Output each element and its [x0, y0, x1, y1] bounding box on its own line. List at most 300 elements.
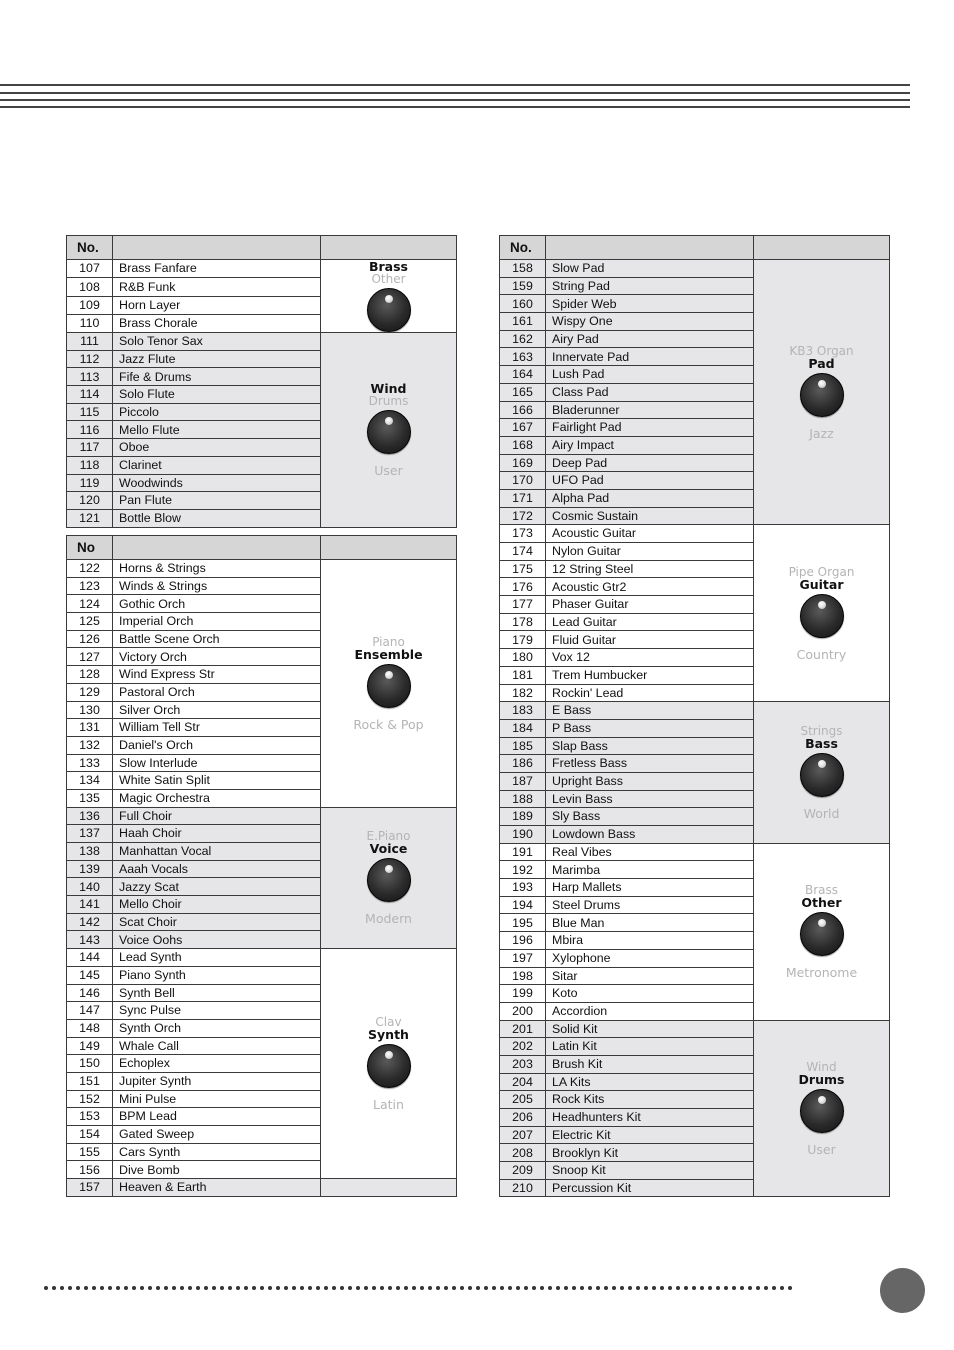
- tone-number: 199: [500, 985, 546, 1003]
- tone-name: Rockin' Lead: [546, 684, 754, 702]
- footer-dot: [444, 1286, 448, 1290]
- footer-dot: [300, 1286, 304, 1290]
- tone-name: Airy Pad: [546, 330, 754, 348]
- tone-number: 143: [67, 931, 113, 949]
- tone-name: Brooklyn Kit: [546, 1144, 754, 1162]
- category-label-main: Voice: [369, 841, 408, 857]
- selector-knob-icon: [367, 664, 411, 708]
- category-cell: [754, 260, 890, 525]
- tone-name: Haah Choir: [113, 825, 321, 843]
- footer-dot: [356, 1286, 360, 1290]
- tone-number: 125: [67, 613, 113, 631]
- category-label-bottom: World: [803, 805, 840, 821]
- footer-dot: [564, 1286, 568, 1290]
- tone-number: 122: [67, 560, 113, 578]
- tone-table-2: [66, 535, 457, 1197]
- selector-knob-icon: [367, 288, 411, 332]
- tone-name: Sly Bass: [546, 808, 754, 826]
- tone-name: Dive Bomb: [113, 1161, 321, 1179]
- footer-dot: [740, 1286, 744, 1290]
- footer-dot: [420, 1286, 424, 1290]
- category-label-top: E.Piano: [366, 829, 411, 844]
- footer-dot: [316, 1286, 320, 1290]
- tone-number: 133: [67, 754, 113, 772]
- header-name: [113, 236, 321, 260]
- footer-dot: [588, 1286, 592, 1290]
- tone-number: 128: [67, 666, 113, 684]
- footer-dot: [532, 1286, 536, 1290]
- tone-number: 205: [500, 1091, 546, 1109]
- tone-number: 201: [500, 1020, 546, 1038]
- tone-number: 173: [500, 525, 546, 543]
- tone-number: 107: [67, 260, 113, 278]
- tone-name: Daniel's Orch: [113, 736, 321, 754]
- category-knob-label: [754, 345, 889, 440]
- category-label-main: Ensemble: [354, 646, 423, 662]
- category-label-top: KB3 Organ: [789, 343, 854, 358]
- tone-name: Snoop Kit: [546, 1162, 754, 1180]
- tone-name: Koto: [546, 985, 754, 1003]
- tone-name: Horns & Strings: [113, 560, 321, 578]
- footer-dot: [372, 1286, 376, 1290]
- table-header-row: [67, 536, 457, 560]
- category-cell: [321, 949, 457, 1179]
- tone-name: Acoustic Gtr2: [546, 578, 754, 596]
- category-label-bottom: User: [374, 463, 403, 479]
- tone-name: Whale Call: [113, 1037, 321, 1055]
- tone-number: 115: [67, 403, 113, 421]
- tone-number: 164: [500, 366, 546, 384]
- tone-number: 119: [67, 474, 113, 492]
- footer-dot: [132, 1286, 136, 1290]
- tone-number: 146: [67, 984, 113, 1002]
- tone-name: Bottle Blow: [113, 509, 321, 527]
- table-row: [67, 260, 457, 278]
- tone-name: Mello Flute: [113, 421, 321, 439]
- tone-number: 190: [500, 826, 546, 844]
- tone-name: Bladerunner: [546, 401, 754, 419]
- footer-dot: [572, 1286, 576, 1290]
- tone-name: Acoustic Guitar: [546, 525, 754, 543]
- tone-name: Slow Interlude: [113, 754, 321, 772]
- footer-dot: [220, 1286, 224, 1290]
- tone-name: Accordion: [546, 1002, 754, 1020]
- category-cell: [754, 1020, 890, 1197]
- tone-name: Real Vibes: [546, 843, 754, 861]
- footer-dot: [580, 1286, 584, 1290]
- footer-dot: [60, 1286, 64, 1290]
- tone-name: Magic Orchestra: [113, 789, 321, 807]
- tone-number: 131: [67, 719, 113, 737]
- category-cell: [754, 843, 890, 1020]
- footer-dot: [676, 1286, 680, 1290]
- footer-dot: [348, 1286, 352, 1290]
- tone-number: 110: [67, 314, 113, 332]
- tone-number: 139: [67, 860, 113, 878]
- tone-number: 209: [500, 1162, 546, 1180]
- tone-number: 150: [67, 1055, 113, 1073]
- footer-dot: [204, 1286, 208, 1290]
- tone-number: 159: [500, 277, 546, 295]
- tone-number: 189: [500, 808, 546, 826]
- tone-number: 109: [67, 296, 113, 314]
- footer-dot: [508, 1286, 512, 1290]
- footer-dot: [644, 1286, 648, 1290]
- selector-knob-icon: [800, 912, 844, 956]
- tone-name: Electric Kit: [546, 1126, 754, 1144]
- header-group: [754, 236, 890, 260]
- tone-name: Slap Bass: [546, 737, 754, 755]
- page-number-circle: [880, 1268, 925, 1313]
- tone-number: 117: [67, 439, 113, 457]
- footer-dot: [500, 1286, 504, 1290]
- tone-name: Manhattan Vocal: [113, 843, 321, 861]
- category-label-top: Piano: [372, 634, 405, 649]
- tone-number: 120: [67, 492, 113, 510]
- header-no: No.: [67, 236, 113, 260]
- tone-number: 144: [67, 949, 113, 967]
- category-cell: [754, 525, 890, 702]
- tone-name: Cosmic Sustain: [546, 507, 754, 525]
- tone-number: 188: [500, 790, 546, 808]
- footer-dot: [388, 1286, 392, 1290]
- selector-knob-icon: [800, 373, 844, 417]
- footer-dot: [660, 1286, 664, 1290]
- tone-name: Innervate Pad: [546, 348, 754, 366]
- footer-dot: [212, 1286, 216, 1290]
- footer-dot: [460, 1286, 464, 1290]
- footer-dot: [172, 1286, 176, 1290]
- footer-dot: [452, 1286, 456, 1290]
- tone-name: Rock Kits: [546, 1091, 754, 1109]
- footer-dot: [436, 1286, 440, 1290]
- footer-dot: [596, 1286, 600, 1290]
- tone-name: Silver Orch: [113, 701, 321, 719]
- tone-name: Cars Synth: [113, 1143, 321, 1161]
- tone-name: Voice Oohs: [113, 931, 321, 949]
- category-knob-label: [754, 1061, 889, 1156]
- tone-number: 182: [500, 684, 546, 702]
- tone-number: 163: [500, 348, 546, 366]
- footer-dot: [380, 1286, 384, 1290]
- category-knob-label: [321, 636, 456, 731]
- tone-number: 154: [67, 1126, 113, 1144]
- tone-number: 179: [500, 631, 546, 649]
- tone-name: Wind Express Str: [113, 666, 321, 684]
- footer-dot: [404, 1286, 408, 1290]
- tone-number: 132: [67, 736, 113, 754]
- footer-dot: [692, 1286, 696, 1290]
- tone-table-1: [66, 235, 457, 528]
- table-header-row: [500, 236, 890, 260]
- category-label-main: Bass: [805, 735, 838, 751]
- category-cell: [321, 807, 457, 949]
- header-group: [321, 236, 457, 260]
- tone-number: 191: [500, 843, 546, 861]
- category-label-main: Other: [801, 895, 842, 911]
- tone-number: 186: [500, 755, 546, 773]
- category-cell: [321, 560, 457, 808]
- tone-number: 152: [67, 1090, 113, 1108]
- tone-number: 136: [67, 807, 113, 825]
- footer-dot: [140, 1286, 144, 1290]
- category-label-main: Synth: [368, 1027, 409, 1043]
- tone-number: 171: [500, 489, 546, 507]
- category-label-bottom: Jazz: [809, 425, 834, 441]
- footer-dot: [724, 1286, 728, 1290]
- category-knob-label: [321, 1016, 456, 1111]
- tone-name: R&B Funk: [113, 278, 321, 296]
- header-no: No: [67, 536, 113, 560]
- category-label-sub: Drums: [368, 394, 409, 409]
- category-label-bottom: Country: [796, 646, 847, 662]
- tone-name: Synth Bell: [113, 984, 321, 1002]
- footer-dot: [732, 1286, 736, 1290]
- tone-name: Nylon Guitar: [546, 543, 754, 561]
- category-label-bottom: Metronome: [785, 965, 858, 981]
- tone-number: 156: [67, 1161, 113, 1179]
- tone-number: 203: [500, 1055, 546, 1073]
- tone-number: 161: [500, 313, 546, 331]
- tone-name: Alpha Pad: [546, 489, 754, 507]
- tone-name: 12 String Steel: [546, 560, 754, 578]
- tone-number: 121: [67, 509, 113, 527]
- tone-name: Synth Orch: [113, 1019, 321, 1037]
- footer-dot: [100, 1286, 104, 1290]
- footer-dot: [276, 1286, 280, 1290]
- tone-number: 124: [67, 595, 113, 613]
- footer-dot: [44, 1286, 48, 1290]
- tone-number: 160: [500, 295, 546, 313]
- table-row: [67, 560, 457, 578]
- tone-number: 197: [500, 949, 546, 967]
- category-label-top: Pipe Organ: [788, 564, 855, 579]
- footer-dot: [196, 1286, 200, 1290]
- selector-knob-icon: [367, 858, 411, 902]
- tone-number: 165: [500, 383, 546, 401]
- tone-number: 196: [500, 932, 546, 950]
- category-label-top: Strings: [800, 723, 843, 738]
- tone-name: Pan Flute: [113, 492, 321, 510]
- tone-name: Solid Kit: [546, 1020, 754, 1038]
- table-row: [67, 333, 457, 351]
- footer-dot: [612, 1286, 616, 1290]
- tone-number: 180: [500, 649, 546, 667]
- selector-knob-icon: [800, 1089, 844, 1133]
- tone-number: 127: [67, 648, 113, 666]
- tone-name: Blue Man: [546, 914, 754, 932]
- tone-name: Latin Kit: [546, 1038, 754, 1056]
- tone-number: 155: [67, 1143, 113, 1161]
- tone-name: Fairlight Pad: [546, 419, 754, 437]
- tone-name: Lush Pad: [546, 366, 754, 384]
- tone-number: 153: [67, 1108, 113, 1126]
- tone-name: Deep Pad: [546, 454, 754, 472]
- tone-name: P Bass: [546, 719, 754, 737]
- table-header-row: [67, 236, 457, 260]
- header-no: No.: [500, 236, 546, 260]
- footer-dot: [524, 1286, 528, 1290]
- table-row: [500, 1020, 890, 1038]
- tone-name: Class Pad: [546, 383, 754, 401]
- tone-number: 175: [500, 560, 546, 578]
- tone-name: Clarinet: [113, 456, 321, 474]
- tone-name: Spider Web: [546, 295, 754, 313]
- tone-number: 113: [67, 368, 113, 386]
- tone-table-3: [499, 235, 890, 1197]
- table-row: [67, 949, 457, 967]
- category-knob-label: [754, 884, 889, 979]
- footer-dot: [700, 1286, 704, 1290]
- category-cell: [321, 333, 457, 528]
- tone-number: 176: [500, 578, 546, 596]
- footer-dot: [772, 1286, 776, 1290]
- category-cell: [754, 702, 890, 844]
- category-label-bottom: Rock & Pop: [353, 716, 424, 732]
- tone-name: Jazz Flute: [113, 350, 321, 368]
- tone-number: 204: [500, 1073, 546, 1091]
- tone-name: Upright Bass: [546, 772, 754, 790]
- selector-knob-icon: [800, 753, 844, 797]
- tone-name: Battle Scene Orch: [113, 630, 321, 648]
- tone-name: Headhunters Kit: [546, 1109, 754, 1127]
- footer-dot: [620, 1286, 624, 1290]
- footer-dot: [52, 1286, 56, 1290]
- footer-dot: [636, 1286, 640, 1290]
- footer-dot: [156, 1286, 160, 1290]
- footer-dot: [236, 1286, 240, 1290]
- tone-number: 194: [500, 896, 546, 914]
- tone-name: Levin Bass: [546, 790, 754, 808]
- tone-name: LA Kits: [546, 1073, 754, 1091]
- footer-dot: [708, 1286, 712, 1290]
- tone-number: 118: [67, 456, 113, 474]
- table-row: [67, 1179, 457, 1197]
- tone-number: 130: [67, 701, 113, 719]
- tone-name: Mini Pulse: [113, 1090, 321, 1108]
- footer-dot: [92, 1286, 96, 1290]
- tone-number: 172: [500, 507, 546, 525]
- footer-dot: [324, 1286, 328, 1290]
- category-label-sub: Other: [371, 272, 406, 286]
- selector-knob-icon: [800, 594, 844, 638]
- footer-dot: [668, 1286, 672, 1290]
- tone-number: 170: [500, 472, 546, 490]
- tone-name: Gothic Orch: [113, 595, 321, 613]
- footer-dot: [556, 1286, 560, 1290]
- tone-number: 108: [67, 278, 113, 296]
- tone-name: Wispy One: [546, 313, 754, 331]
- tone-name: William Tell Str: [113, 719, 321, 737]
- tone-name: Lead Guitar: [546, 613, 754, 631]
- category-label-bottom: User: [807, 1142, 836, 1157]
- footer-dot: [764, 1286, 768, 1290]
- category-cell: [321, 1179, 457, 1197]
- tone-name: Trem Humbucker: [546, 666, 754, 684]
- tone-number: 137: [67, 825, 113, 843]
- category-label-top: Wind: [806, 1060, 837, 1074]
- footer-dot: [332, 1286, 336, 1290]
- footer-dot: [292, 1286, 296, 1290]
- footer-dot: [68, 1286, 72, 1290]
- tone-name: Mbira: [546, 932, 754, 950]
- tone-number: 157: [67, 1179, 113, 1197]
- tone-name: Brass Fanfare: [113, 260, 321, 278]
- tone-number: 162: [500, 330, 546, 348]
- tone-number: 208: [500, 1144, 546, 1162]
- tone-number: 185: [500, 737, 546, 755]
- footer-dot: [260, 1286, 264, 1290]
- category-label-main: Wind: [370, 381, 407, 397]
- tone-name: Fretless Bass: [546, 755, 754, 773]
- tone-number: 169: [500, 454, 546, 472]
- footer-dot: [116, 1286, 120, 1290]
- tone-number: 181: [500, 666, 546, 684]
- tone-name: Vox 12: [546, 649, 754, 667]
- tone-name: Steel Drums: [546, 896, 754, 914]
- tone-number: 151: [67, 1072, 113, 1090]
- tone-name: Solo Flute: [113, 386, 321, 404]
- tone-name: Full Choir: [113, 807, 321, 825]
- tone-name: UFO Pad: [546, 472, 754, 490]
- tone-number: 198: [500, 967, 546, 985]
- footer-dot: [364, 1286, 368, 1290]
- category-knob-label: [754, 725, 889, 820]
- tone-name: Harp Mallets: [546, 879, 754, 897]
- table-row: [500, 525, 890, 543]
- footer-dot: [628, 1286, 632, 1290]
- table-row: [500, 260, 890, 278]
- tone-name: Jupiter Synth: [113, 1072, 321, 1090]
- footer-dot: [756, 1286, 760, 1290]
- footer-dot: [284, 1286, 288, 1290]
- category-label-bottom: Latin: [373, 1097, 404, 1113]
- footer-dot: [492, 1286, 496, 1290]
- tone-name: BPM Lead: [113, 1108, 321, 1126]
- tone-number: 187: [500, 772, 546, 790]
- tone-number: 207: [500, 1126, 546, 1144]
- tone-name: E Bass: [546, 702, 754, 720]
- footer-dot: [244, 1286, 248, 1290]
- tone-number: 114: [67, 386, 113, 404]
- footer-dot: [164, 1286, 168, 1290]
- tone-number: 135: [67, 789, 113, 807]
- footer-dot: [428, 1286, 432, 1290]
- footer-dot: [780, 1286, 784, 1290]
- footer-dot: [516, 1286, 520, 1290]
- tone-name: Lowdown Bass: [546, 826, 754, 844]
- tone-number: 200: [500, 1002, 546, 1020]
- tone-name: Airy Impact: [546, 436, 754, 454]
- tone-number: 126: [67, 630, 113, 648]
- footer-dot: [396, 1286, 400, 1290]
- footer-dot: [148, 1286, 152, 1290]
- tone-name: Brass Chorale: [113, 314, 321, 332]
- footer-dot: [252, 1286, 256, 1290]
- footer-dot: [124, 1286, 128, 1290]
- category-knob-label: [321, 260, 456, 332]
- footer-dot: [716, 1286, 720, 1290]
- tone-name: Pastoral Orch: [113, 683, 321, 701]
- tone-name: Imperial Orch: [113, 613, 321, 631]
- category-label-main: Guitar: [799, 576, 844, 592]
- tone-name: Xylophone: [546, 949, 754, 967]
- tone-name: Sitar: [546, 967, 754, 985]
- footer-dot: [652, 1286, 656, 1290]
- selector-knob-icon: [367, 1044, 411, 1088]
- tone-number: 116: [67, 421, 113, 439]
- tone-number: 111: [67, 333, 113, 351]
